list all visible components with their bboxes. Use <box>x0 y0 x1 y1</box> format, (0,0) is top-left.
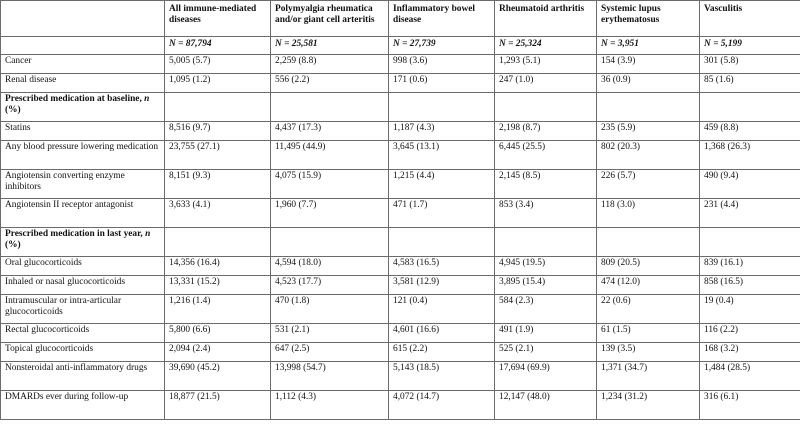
value-cell: 39,690 (45.2) <box>165 362 271 391</box>
value-cell: 226 (5.7) <box>597 170 700 199</box>
value-cell: 4,072 (14.7) <box>389 391 495 420</box>
value-cell: 13,998 (54.7) <box>271 362 389 391</box>
value-cell: 4,594 (18.0) <box>271 257 389 276</box>
row-label: Topical glucocorticoids <box>1 343 165 362</box>
value-cell: 647 (2.5) <box>271 343 389 362</box>
column-header-row <box>1 1 800 37</box>
row-label: Any blood pressure lowering medication <box>1 141 165 170</box>
value-cell: 235 (5.9) <box>597 122 700 141</box>
value-cell: 116 (2.2) <box>700 324 800 343</box>
section-header-label <box>1 93 165 122</box>
value-cell: 231 (4.4) <box>700 199 800 228</box>
row-label: Renal disease <box>1 74 165 93</box>
row-label: Statins <box>1 122 165 141</box>
column-header-pmr-gca: Polymyalgia rheumatica and/or giant cell arteritis <box>271 1 389 37</box>
value-cell: 85 (1.6) <box>700 74 800 93</box>
value-cell: 3,633 (4.1) <box>165 199 271 228</box>
count-cell: N = 5,199 <box>700 37 800 55</box>
value-cell: 23,755 (27.1) <box>165 141 271 170</box>
value-cell: 2,198 (8.7) <box>495 122 597 141</box>
table-row <box>1 276 800 295</box>
row-label: Angiotensin II receptor antagonist <box>1 199 165 228</box>
column-header-vasculitis: Vasculitis <box>700 1 800 37</box>
row-label: Cancer <box>1 55 165 74</box>
table-row <box>1 343 800 362</box>
count-row <box>1 37 800 55</box>
row-label: Oral glucocorticoids <box>1 257 165 276</box>
section-empty-cell <box>165 228 271 257</box>
table-row <box>1 199 800 228</box>
value-cell: 13,331 (15.2) <box>165 276 271 295</box>
value-cell: 18,877 (21.5) <box>165 391 271 420</box>
value-cell: 802 (20.3) <box>597 141 700 170</box>
value-cell: 1,484 (28.5) <box>700 362 800 391</box>
value-cell: 2,259 (8.8) <box>271 55 389 74</box>
value-cell: 474 (12.0) <box>597 276 700 295</box>
column-header-all-imid: All immune-mediated diseases <box>165 1 271 37</box>
row-label: DMARDs ever during follow-up <box>1 391 165 420</box>
value-cell: 1,112 (4.3) <box>271 391 389 420</box>
table-row <box>1 324 800 343</box>
value-cell: 3,895 (15.4) <box>495 276 597 295</box>
column-header-sle: Systemic lupus erythematosus <box>597 1 700 37</box>
section-header-text: Prescribed medication at baseline, <box>5 94 145 104</box>
value-cell: 171 (0.6) <box>389 74 495 93</box>
value-cell: 1,234 (31.2) <box>597 391 700 420</box>
value-cell: 11,495 (44.9) <box>271 141 389 170</box>
value-cell: 998 (3.6) <box>389 55 495 74</box>
section-empty-cell <box>389 228 495 257</box>
table-row <box>1 74 800 93</box>
section-empty-cell <box>597 228 700 257</box>
value-cell: 2,145 (8.5) <box>495 170 597 199</box>
table-body <box>1 55 800 420</box>
value-cell: 809 (20.5) <box>597 257 700 276</box>
value-cell: 4,075 (15.9) <box>271 170 389 199</box>
section-empty-cell <box>495 228 597 257</box>
section-header-n: n <box>145 229 151 239</box>
value-cell: 556 (2.2) <box>271 74 389 93</box>
value-cell: 3,581 (12.9) <box>389 276 495 295</box>
value-cell: 4,945 (19.5) <box>495 257 597 276</box>
value-cell: 316 (6.1) <box>700 391 800 420</box>
value-cell: 8,151 (9.3) <box>165 170 271 199</box>
column-header-empty <box>1 1 165 37</box>
value-cell: 858 (16.5) <box>700 276 800 295</box>
value-cell: 22 (0.6) <box>597 295 700 324</box>
value-cell: 5,143 (18.5) <box>389 362 495 391</box>
value-cell: 1,371 (34.7) <box>597 362 700 391</box>
section-header-n: n <box>144 94 150 104</box>
table-row <box>1 55 800 74</box>
table-row <box>1 122 800 141</box>
section-header-suffix: (%) <box>5 105 21 115</box>
value-cell: 61 (1.5) <box>597 324 700 343</box>
count-cell: N = 25,324 <box>495 37 597 55</box>
value-cell: 1,368 (26.3) <box>700 141 800 170</box>
count-cell: N = 27,739 <box>389 37 495 55</box>
section-empty-cell <box>271 93 389 122</box>
table-row <box>1 362 800 391</box>
value-cell: 4,583 (16.5) <box>389 257 495 276</box>
count-cell: N = 87,794 <box>165 37 271 55</box>
value-cell: 12,147 (48.0) <box>495 391 597 420</box>
value-cell: 3,645 (13.1) <box>389 141 495 170</box>
value-cell: 8,516 (9.7) <box>165 122 271 141</box>
value-cell: 584 (2.3) <box>495 295 597 324</box>
value-cell: 247 (1.0) <box>495 74 597 93</box>
row-label: Intramuscular or intra-articular glucocorticoids <box>1 295 165 324</box>
section-empty-cell <box>700 228 800 257</box>
value-cell: 615 (2.2) <box>389 343 495 362</box>
section-header-row <box>1 93 800 122</box>
section-empty-cell <box>597 93 700 122</box>
section-empty-cell <box>700 93 800 122</box>
value-cell: 525 (2.1) <box>495 343 597 362</box>
row-label: Nonsteroidal anti-inflammatory drugs <box>1 362 165 391</box>
value-cell: 301 (5.8) <box>700 55 800 74</box>
table-row <box>1 295 800 324</box>
value-cell: 2,094 (2.4) <box>165 343 271 362</box>
section-header-label <box>1 228 165 257</box>
section-empty-cell <box>495 93 597 122</box>
table-row <box>1 391 800 420</box>
value-cell: 490 (9.4) <box>700 170 800 199</box>
value-cell: 19 (0.4) <box>700 295 800 324</box>
row-label: Inhaled or nasal glucocorticoids <box>1 276 165 295</box>
value-cell: 154 (3.9) <box>597 55 700 74</box>
value-cell: 1,187 (4.3) <box>389 122 495 141</box>
section-header-text: Prescribed medication in last year, <box>5 229 146 239</box>
value-cell: 139 (3.5) <box>597 343 700 362</box>
value-cell: 1,215 (4.4) <box>389 170 495 199</box>
value-cell: 4,523 (17.7) <box>271 276 389 295</box>
value-cell: 36 (0.9) <box>597 74 700 93</box>
value-cell: 118 (3.0) <box>597 199 700 228</box>
column-header-ibd: Inflammatory bowel disease <box>389 1 495 37</box>
value-cell: 1,293 (5.1) <box>495 55 597 74</box>
table-row <box>1 141 800 170</box>
value-cell: 5,800 (6.6) <box>165 324 271 343</box>
count-cell <box>1 37 165 55</box>
table-row <box>1 170 800 199</box>
value-cell: 17,694 (69.9) <box>495 362 597 391</box>
value-cell: 1,095 (1.2) <box>165 74 271 93</box>
section-header-suffix: (%) <box>5 240 21 250</box>
section-empty-cell <box>389 93 495 122</box>
row-label: Angiotensin converting enzyme inhibitors <box>1 170 165 199</box>
value-cell: 853 (3.4) <box>495 199 597 228</box>
value-cell: 839 (16.1) <box>700 257 800 276</box>
value-cell: 1,960 (7.7) <box>271 199 389 228</box>
value-cell: 4,601 (16.6) <box>389 324 495 343</box>
row-label: Rectal glucocorticoids <box>1 324 165 343</box>
value-cell: 459 (8.8) <box>700 122 800 141</box>
value-cell: 6,445 (25.5) <box>495 141 597 170</box>
value-cell: 4,437 (17.3) <box>271 122 389 141</box>
value-cell: 121 (0.4) <box>389 295 495 324</box>
count-cell: N = 3,951 <box>597 37 700 55</box>
value-cell: 491 (1.9) <box>495 324 597 343</box>
value-cell: 168 (3.2) <box>700 343 800 362</box>
value-cell: 471 (1.7) <box>389 199 495 228</box>
column-header-ra: Rheumatoid arthritis <box>495 1 597 37</box>
value-cell: 14,356 (16.4) <box>165 257 271 276</box>
value-cell: 1,216 (1.4) <box>165 295 271 324</box>
table-row <box>1 257 800 276</box>
section-empty-cell <box>165 93 271 122</box>
value-cell: 531 (2.1) <box>271 324 389 343</box>
section-header-row <box>1 228 800 257</box>
count-cell: N = 25,581 <box>271 37 389 55</box>
value-cell: 5,005 (5.7) <box>165 55 271 74</box>
section-empty-cell <box>271 228 389 257</box>
value-cell: 470 (1.8) <box>271 295 389 324</box>
